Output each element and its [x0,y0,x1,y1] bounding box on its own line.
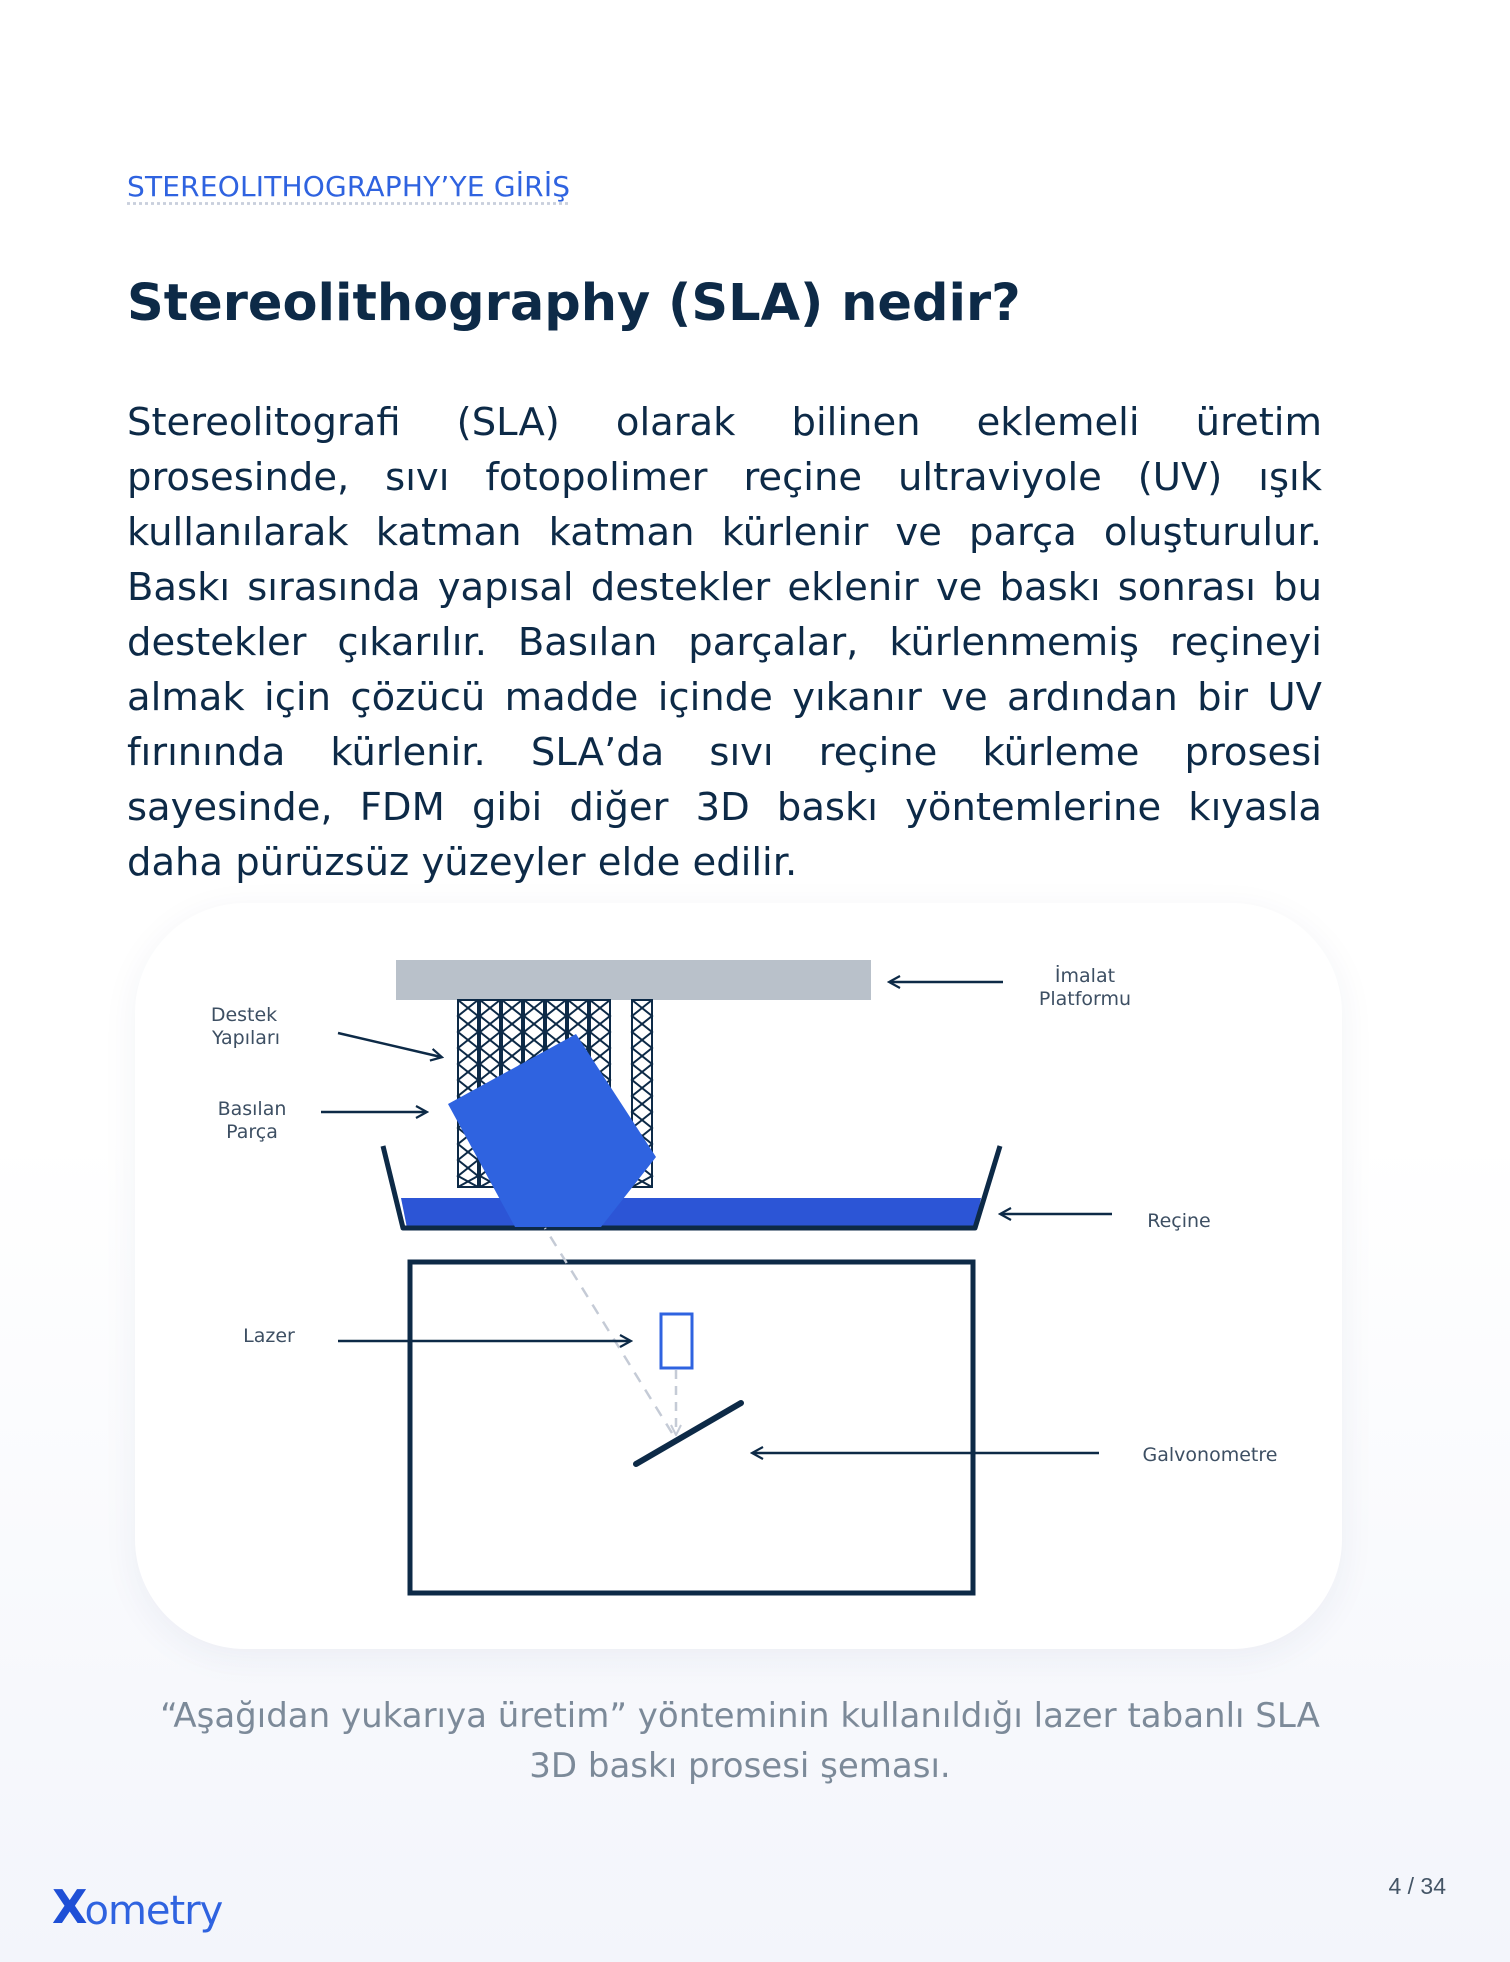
page-number: 4 / 34 [1388,1873,1446,1899]
laser-source [661,1314,692,1368]
body-paragraph: Stereolitografi (SLA) olarak bilinen eklemeli üretim prosesinde, sıvı fotopolimer reçine ultraviyole (UV) ışık kullanılarak katman katman kürlenir ve parça oluşturulur. Baskı sırasında yapısal destekler eklenir ve baskı sonrası bu destekler çıkarılır. Basılan parçalar, kürlenmemiş reçineyi almak için çözücü madde içinde yıkanır ve ardından bir UV fırınında kürlenir. SLA’da sıvı reçine kürleme prosesi sayesinde, FDM gibi diğer 3D baskı yöntemlerine kıyasla daha pürüzsüz yüzeyler elde edilir. [127,400,1322,885]
figure-caption [150,1691,1330,1791]
laser-label: Lazer [243,1325,295,1347]
machine-base [410,1262,973,1593]
caption-line1: “Aşağıdan yukarıya üretim” yönteminin kullanıldığı lazer tabanlı SLA [160,1696,1320,1736]
section-label: STEREOLITHOGRAPHY’YE GİRİŞ [127,170,571,203]
sla-process-diagram [135,903,1342,1649]
logo-x-mark: X [52,1880,87,1934]
galvanometer-mirror [636,1403,741,1464]
logo-wordmark: ometry [84,1888,223,1934]
supports-arrow [338,1033,441,1057]
part-label-line1: Basılan [217,1098,287,1120]
supports-label-line1: Destek [210,1004,278,1026]
part-label-line2: Parça [226,1121,278,1143]
xometry-logo [52,1880,223,1934]
build-platform [396,960,871,1000]
resin [401,1198,981,1228]
platform-label-line1: İmalat [1054,965,1116,987]
platform-label-line2: Platformu [1038,988,1132,1010]
resin-label: Reçine [1147,1210,1211,1232]
caption-line2: 3D baskı prosesi şeması. [529,1746,951,1786]
page-title: Stereolithography (SLA) nedir? [127,274,1021,333]
reflected-beam [545,1228,672,1433]
supports-label-line2: Yapıları [212,1027,280,1049]
galvo-label: Galvonometre [1142,1444,1278,1466]
sla-diagram-card [135,903,1342,1649]
